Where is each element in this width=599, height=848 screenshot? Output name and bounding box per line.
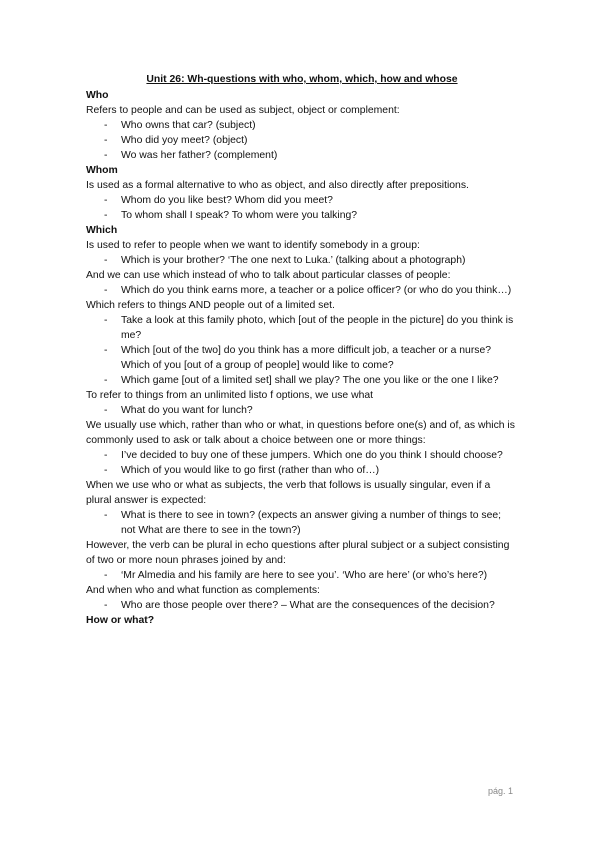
- list-item-text: Which is your brother? ‘The one next to Luka.’ (talking about a photograph): [121, 255, 466, 266]
- list-item: [86, 448, 518, 463]
- paragraph: And when who and what function as complements:: [86, 585, 320, 596]
- list-item-text: Which of you would like to go first (rather than who of…): [121, 465, 380, 476]
- list-bullet-dash: -: [104, 315, 108, 326]
- list-bullet-dash: -: [104, 600, 108, 611]
- list-item: [86, 508, 518, 538]
- list-item: [86, 403, 518, 418]
- paragraph: However, the verb can be plural in echo questions after plural subject or a subject consisting of two or more noun phrases joined by and:: [86, 540, 510, 566]
- list-bullet-dash: -: [104, 510, 108, 521]
- list-item: [86, 598, 518, 613]
- list-bullet-dash: -: [104, 570, 108, 581]
- list-item: [86, 148, 518, 163]
- document-title: Unit 26: Wh-questions with who, whom, which, how and whose: [146, 74, 458, 85]
- list-item-text: Which [out of the two] do you think has a more difficult job, a teacher or a nurse? Which of you [out of a group of people] would like to come?: [121, 345, 492, 371]
- list-bullet-dash: -: [104, 135, 108, 146]
- list-bullet-dash: -: [104, 120, 108, 131]
- paragraph: And we can use which instead of who to talk about particular classes of people:: [86, 270, 451, 281]
- list-item: [86, 463, 518, 478]
- list-bullet-dash: -: [104, 210, 108, 221]
- list-item: [86, 283, 518, 298]
- list-item: [86, 313, 518, 343]
- list-bullet-dash: -: [104, 375, 108, 386]
- list-item: [86, 133, 518, 148]
- list-item: [86, 253, 518, 268]
- list-item: [86, 118, 518, 133]
- list-bullet-dash: -: [104, 195, 108, 206]
- list-item-text: Who owns that car? (subject): [121, 120, 256, 131]
- list-item-text: Whom do you like best? Whom did you meet?: [121, 195, 333, 206]
- page-number: pág. 1: [487, 786, 513, 796]
- list-item-text: Which game [out of a limited set] shall we play? The one you like or the one I like?: [121, 375, 499, 386]
- section-heading: How or what?: [86, 615, 155, 626]
- list-item-text: To whom shall I speak? To whom were you talking?: [121, 210, 358, 221]
- list-bullet-dash: -: [104, 405, 108, 416]
- paragraph: Is used to refer to people when we want to identify somebody in a group:: [86, 240, 420, 251]
- list-item: [86, 208, 518, 223]
- list-item-text: Wo was her father? (complement): [121, 150, 278, 161]
- list-item: [86, 343, 518, 373]
- list-item-text: What is there to see in town? (expects an answer giving a number of things to see; not What are there to see in the town?): [121, 510, 502, 536]
- list-item-text: Who are those people over there? – What are the consequences of the decision?: [121, 600, 495, 611]
- list-item: [86, 568, 518, 583]
- paragraph: Refers to people and can be used as subject, object or complement:: [86, 105, 400, 116]
- paragraph: When we use who or what as subjects, the verb that follows is usually singular, even if a plural answer is expected:: [86, 480, 491, 506]
- list-bullet-dash: -: [104, 255, 108, 266]
- document-blocks: [86, 88, 518, 628]
- list-bullet-dash: -: [104, 465, 108, 476]
- list-item-text: I’ve decided to buy one of these jumpers. Which one do you think I should choose?: [121, 450, 503, 461]
- section-heading: Whom: [86, 165, 118, 176]
- list-bullet-dash: -: [104, 345, 108, 356]
- list-bullet-dash: -: [104, 285, 108, 296]
- paragraph: Is used as a formal alternative to who as object, and also directly after prepositions.: [86, 180, 469, 191]
- section-heading: Which: [86, 225, 118, 236]
- section-heading: Who: [86, 90, 109, 101]
- document-body: [86, 72, 518, 628]
- list-item-text: What do you want for lunch?: [121, 405, 253, 416]
- list-item-text: ‘Mr Almedia and his family are here to see you’. ‘Who are here’ (or who’s here?): [121, 570, 488, 581]
- list-item-text: Who did yoy meet? (object): [121, 135, 248, 146]
- list-item: [86, 373, 518, 388]
- paragraph: Which refers to things AND people out of a limited set.: [86, 300, 335, 311]
- list-bullet-dash: -: [104, 150, 108, 161]
- list-bullet-dash: -: [104, 450, 108, 461]
- list-item: [86, 193, 518, 208]
- paragraph: We usually use which, rather than who or what, in questions before one(s) and of, as which is commonly used to ask or talk about a choice between one or more things:: [86, 420, 515, 446]
- list-item-text: Take a look at this family photo, which [out of the people in the picture] do you think is me?: [121, 315, 514, 341]
- list-item-text: Which do you think earns more, a teacher or a police officer? (or who do you think…): [121, 285, 512, 296]
- paragraph: To refer to things from an unlimited listo f options, we use what: [86, 390, 374, 401]
